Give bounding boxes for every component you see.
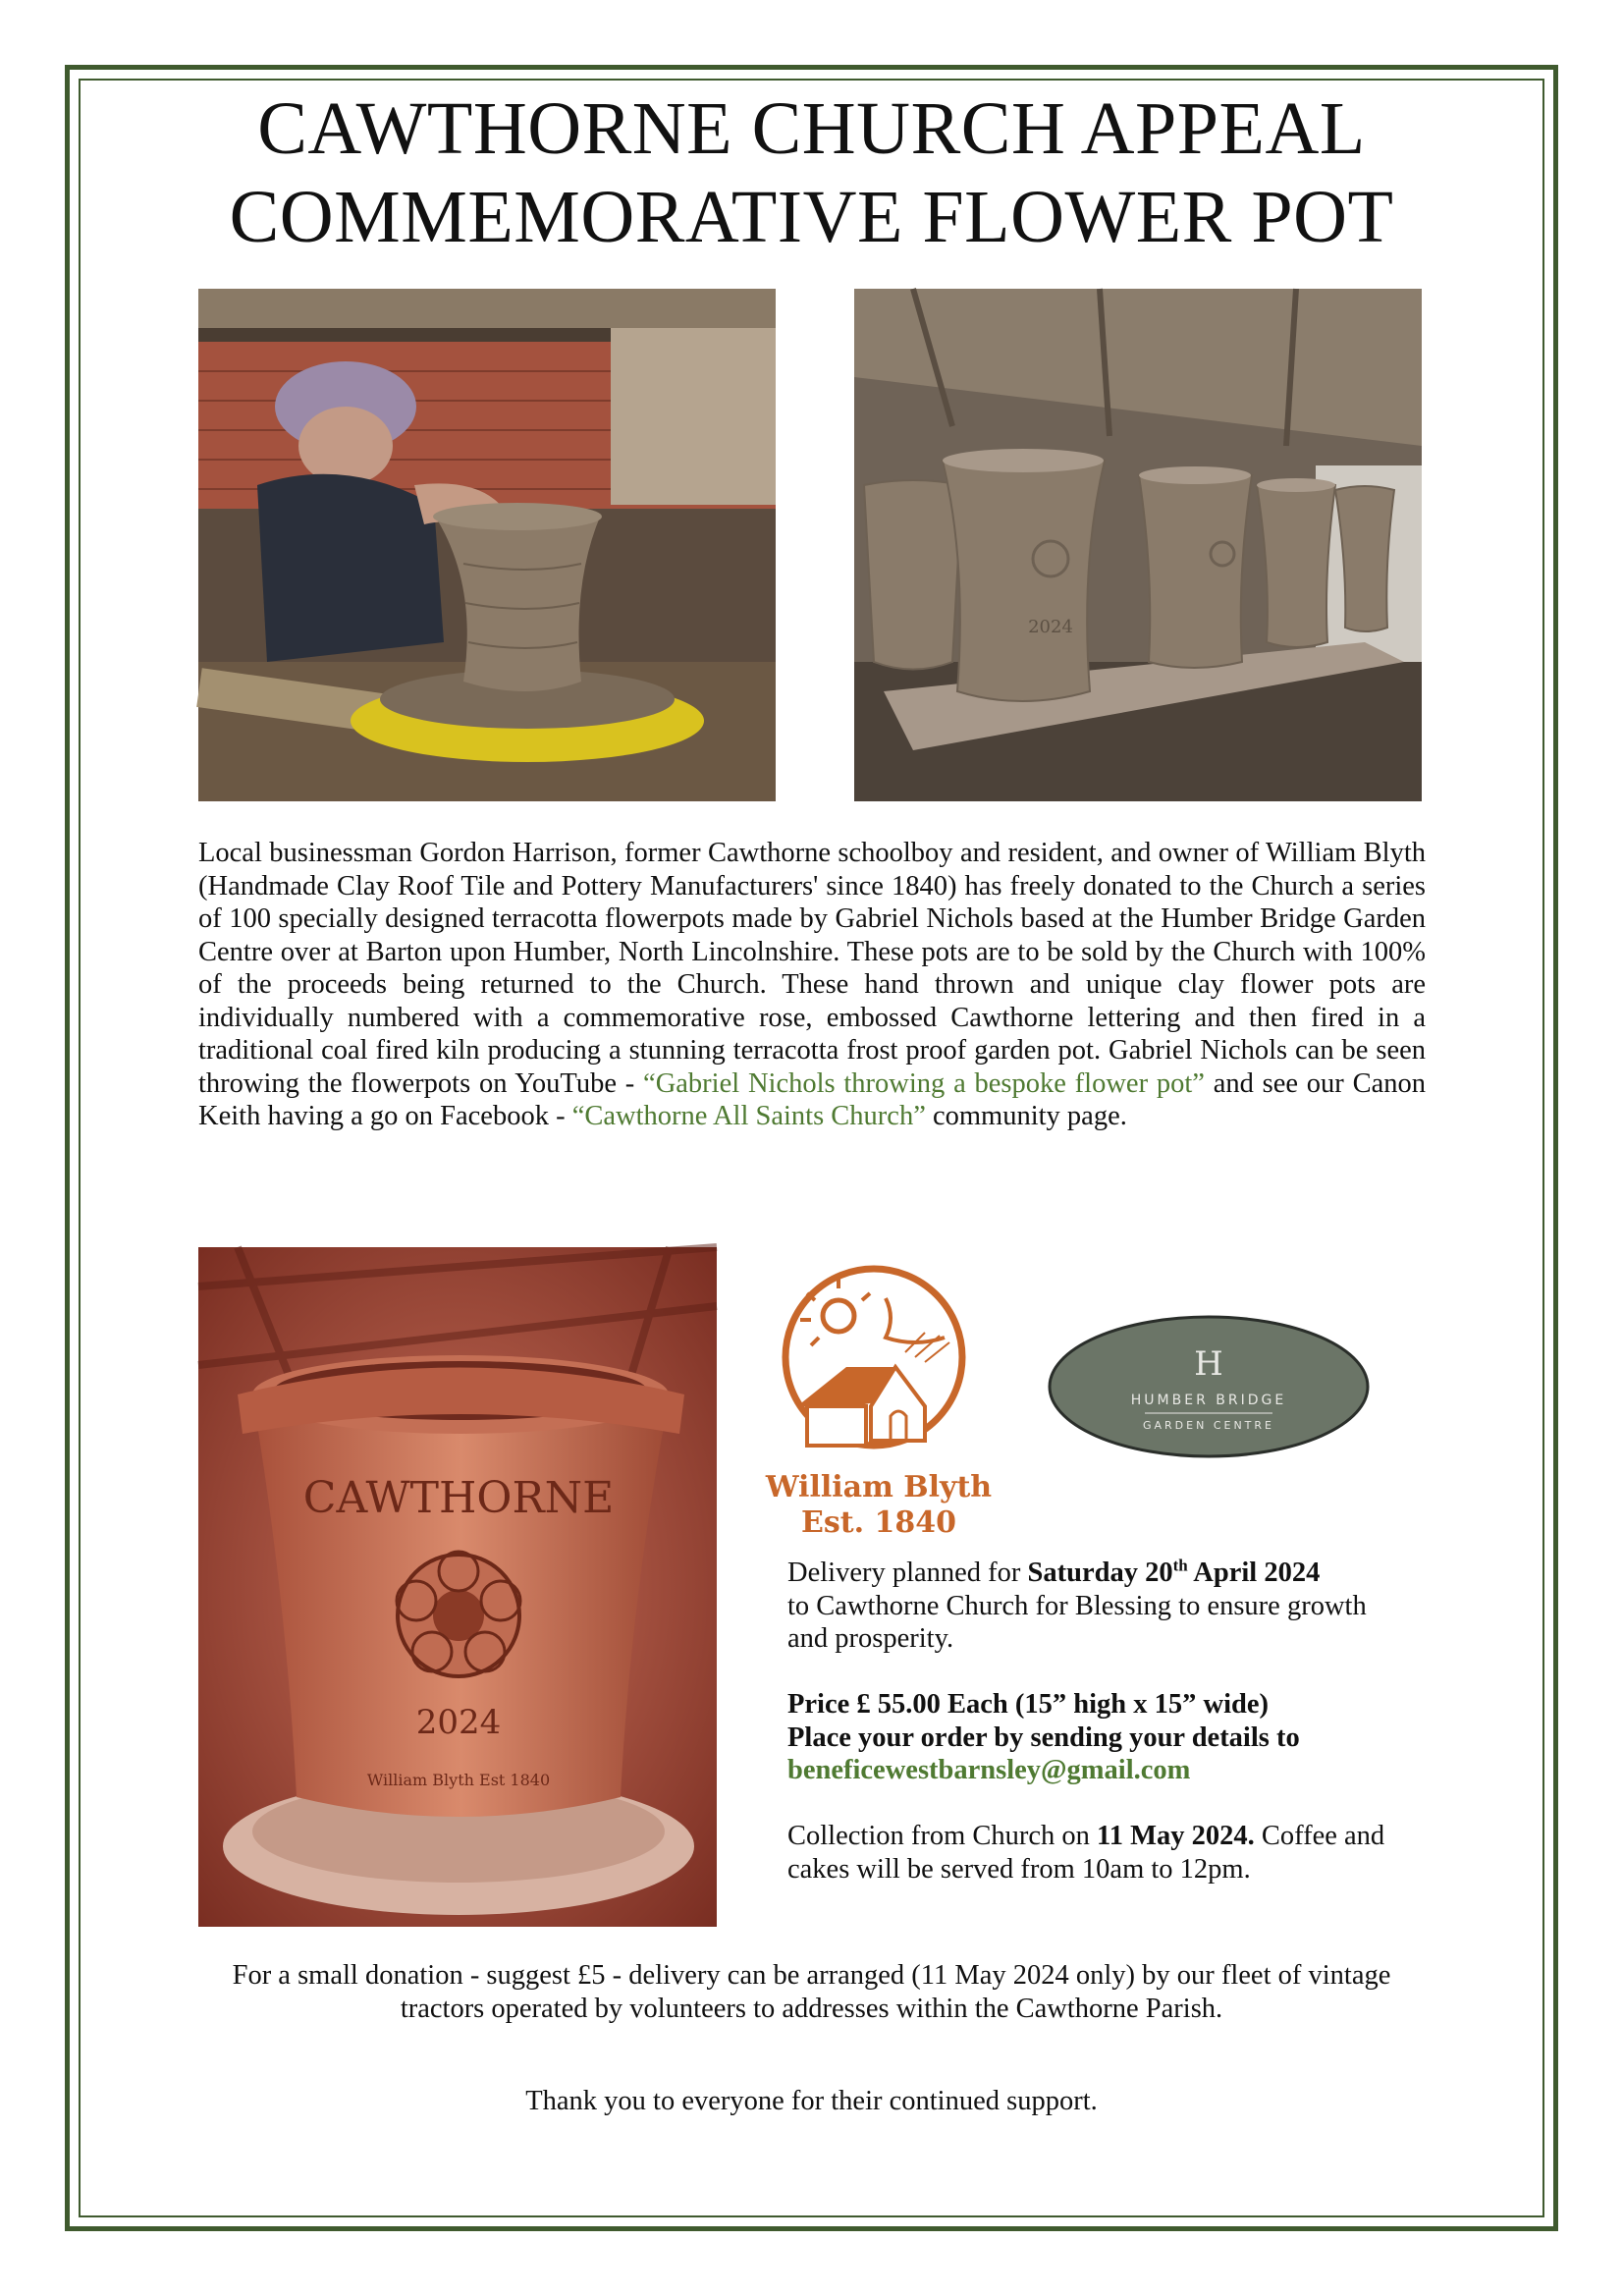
finished-pot-year: 2024 [415, 1703, 502, 1742]
order-instructions: Place your order by sending your details to [787, 1722, 1300, 1753]
donation-note [79, 1959, 1544, 2025]
pots-on-shelf-photo [854, 289, 1422, 801]
delivery-paragraph [787, 1557, 1475, 1656]
price-paragraph [787, 1688, 1475, 1787]
collection-date: 11 May 2024. [1097, 1821, 1255, 1851]
humber-bridge-logo-line2: GARDEN CENTRE [1142, 1419, 1275, 1432]
william-blyth-logo [765, 1259, 993, 1544]
donation-text: For a small donation - suggest £5 - delivery can be arranged (11 May 2024 only) by our fleet of vintage tractors operated by volunteers to addresses within the Cawthorne Parish. [232, 1960, 1391, 2024]
order-email-link[interactable]: beneficewestbarnsley@gmail.com [787, 1755, 1191, 1785]
collection-prefix: Collection from Church on [787, 1821, 1098, 1851]
title-line-2: COMMEMORATIVE FLOWER POT [229, 176, 1394, 258]
facebook-link[interactable]: “Cawthorne All Saints Church” [571, 1101, 926, 1131]
page-title [79, 84, 1544, 261]
delivery-date-day: Saturday 20 [1027, 1558, 1173, 1588]
william-blyth-logo-established: Est. 1840 [801, 1505, 956, 1540]
delivery-date-sup: th [1172, 1556, 1188, 1575]
youtube-link[interactable]: “Gabriel Nichols throwing a bespoke flower pot” [643, 1067, 1205, 1099]
finished-pot-base-text: William Blyth Est 1840 [366, 1771, 551, 1789]
humber-bridge-logo-line1: HUMBER BRIDGE [1130, 1393, 1287, 1408]
finished-pot-photo [198, 1247, 717, 1927]
intro-text-3: community page. [925, 1101, 1127, 1131]
intro-text-2: and see our Canon Keith having a go on Facebook - [198, 1067, 1426, 1131]
collection-rest: Coffee and cakes will be served from 10am to 12pm. [787, 1821, 1385, 1885]
potter-photo [198, 289, 776, 801]
humber-bridge-garden-centre-logo [1047, 1314, 1371, 1459]
intro-text-1: Local businessman Gordon Harrison, former Cawthorne schoolboy and resident, and owner of William Blyth (Handmade Clay Roof Tile and Pottery Manufacturers' since 1840) has freely donated to the Church a series of 100 specially designed terracotta flowerpots made by Gabriel Nichols based at the Humber Bridge Garden Centre over at Barton upon Humber, North Lincolnshire. These pots are to be sold by the Church with 100% of the proceeds being returned to the Church. These hand thrown and unique clay flower pots are individually numbered with a commemorative rose, embossed Cawthorne lettering and then fired in a traditional coal fired kiln producing a stunning terracotta frost proof garden pot. Gabriel Nichols can be seen throwing the flowerpots on YouTube - [198, 838, 1426, 1099]
intro-paragraph [198, 837, 1426, 1133]
finished-pot-lettering: CAWTHORNE [302, 1473, 615, 1523]
humber-bridge-monogram: H [1194, 1344, 1223, 1384]
william-blyth-logo-name: William Blyth [765, 1470, 993, 1504]
delivery-details [787, 1557, 1475, 1919]
collection-paragraph [787, 1820, 1426, 1886]
delivery-line2: to Cawthorne Church for Blessing to ensure growth and prosperity. [787, 1590, 1367, 1654]
thank-you-note: Thank you to everyone for their continued support. [525, 2086, 1098, 2116]
delivery-date-rest: April 2024 [1187, 1558, 1321, 1588]
shelf-pot-year: 2024 [1028, 617, 1073, 637]
title-line-1: CAWTHORNE CHURCH APPEAL [257, 87, 1366, 170]
price-line: Price £ 55.00 Each (15” high x 15” wide) [787, 1689, 1270, 1720]
delivery-prefix: Delivery planned for [787, 1558, 1028, 1588]
